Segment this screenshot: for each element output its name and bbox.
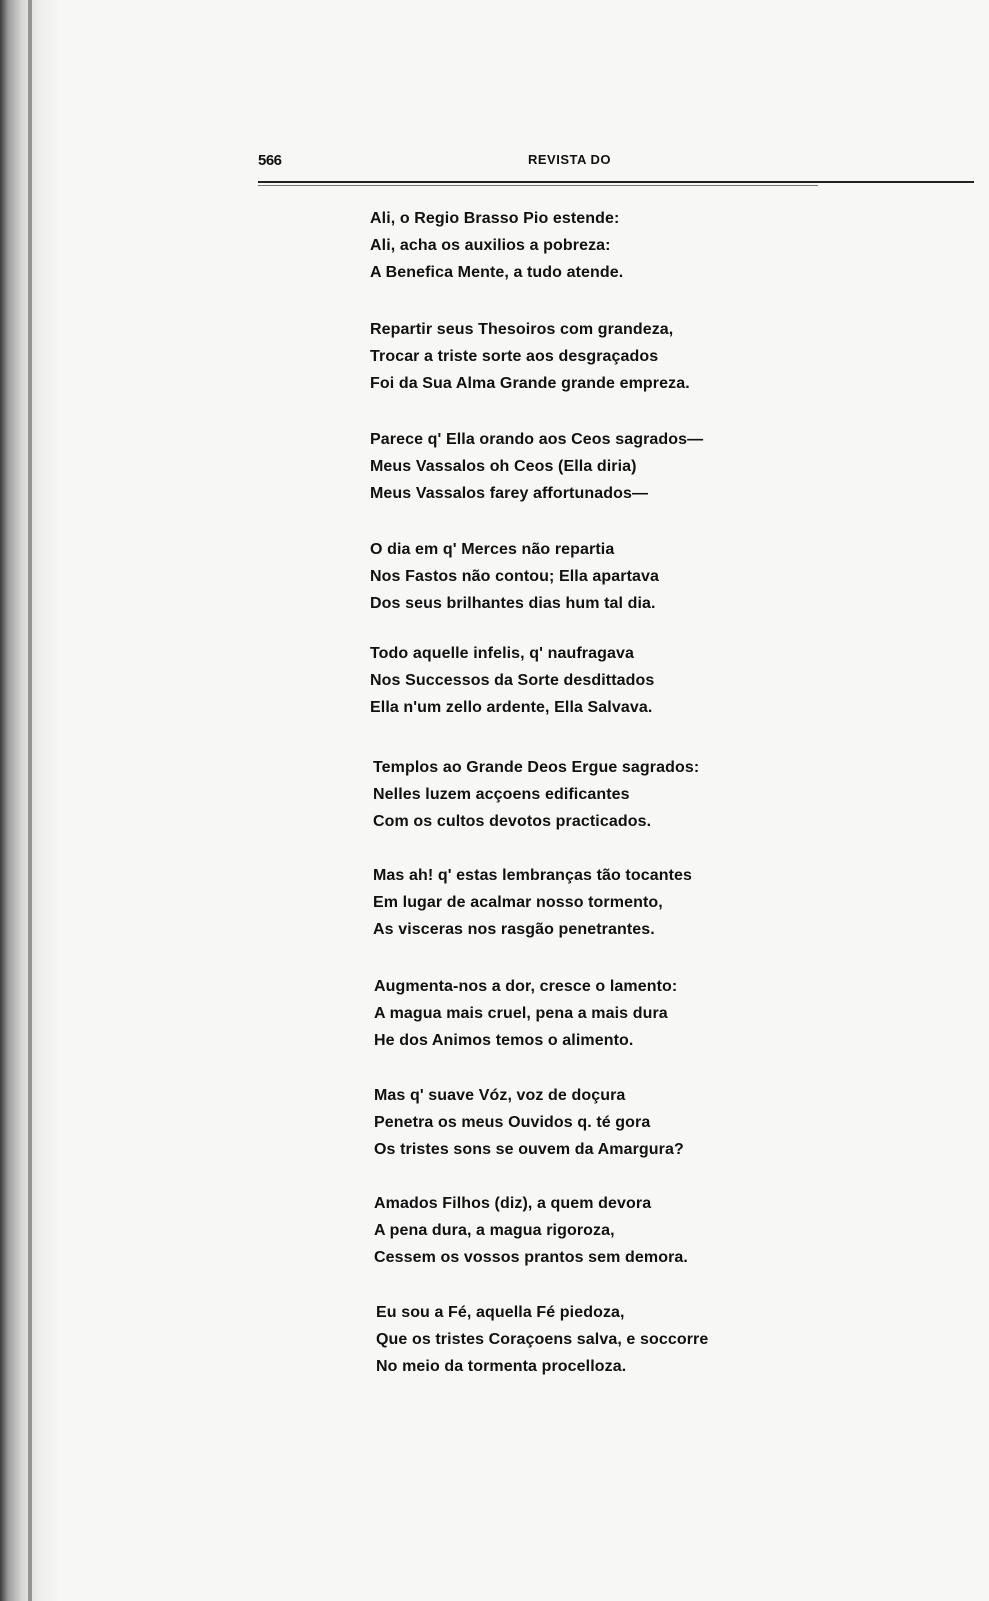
- verse-line: Cessem os vossos prantos sem demora.: [374, 1249, 688, 1266]
- verse-line: Penetra os meus Ouvidos q. té gora: [374, 1114, 651, 1131]
- verse-line: Nos Successos da Sorte desdittados: [370, 672, 655, 689]
- verse-line: Meus Vassalos farey affortunados—: [370, 485, 649, 502]
- stanza-8: [374, 973, 814, 1054]
- verse-line: Que os tristes Coraçoens salva, e soccorre: [376, 1331, 709, 1348]
- verse-line: A pena dura, a magua rigoroza,: [374, 1222, 615, 1239]
- verse-line: Nelles luzem acçoens edificantes: [373, 786, 630, 803]
- verse-line: Ali, acha os auxilios a pobreza:: [370, 237, 611, 254]
- verse-line: Dos seus brilhantes dias hum tal dia.: [370, 595, 656, 612]
- stanza-10: [374, 1190, 814, 1271]
- running-head: REVISTA DO: [528, 152, 612, 167]
- stanza-2: [370, 316, 810, 397]
- verse-line: Repartir seus Thesoiros com grandeza,: [370, 321, 674, 338]
- stanza-9: [374, 1082, 814, 1163]
- page-number: 566: [258, 152, 282, 169]
- verse-line: As visceras nos rasgão penetrantes.: [373, 921, 655, 938]
- verse-line: O dia em q' Merces não repartia: [370, 541, 615, 558]
- verse-line: Mas ah! q' estas lembranças tão tocantes: [373, 867, 693, 884]
- binding-edge: [28, 0, 32, 1601]
- verse-line: A magua mais cruel, pena a mais dura: [374, 1005, 668, 1022]
- stanza-11: [376, 1299, 816, 1380]
- stanza-5: [370, 640, 810, 721]
- verse-line: Trocar a triste sorte aos desgraçados: [370, 348, 659, 365]
- verse-line: Eu sou a Fé, aquella Fé piedoza,: [376, 1304, 625, 1321]
- stanza-1: [370, 205, 810, 286]
- stanza-7: [373, 862, 813, 943]
- page-header: [258, 152, 974, 180]
- verse-line: Ali, o Regio Brasso Pio estende:: [370, 210, 620, 227]
- verse-line: Todo aquelle infelis, q' naufragava: [370, 645, 634, 662]
- verse-line: Parece q' Ella orando aos Ceos sagrados—: [370, 431, 704, 448]
- verse-line: Amados Filhos (diz), a quem devora: [374, 1195, 652, 1212]
- verse-line: Meus Vassalos oh Ceos (Ella diria): [370, 458, 637, 475]
- verse-line: He dos Animos temos o alimento.: [374, 1032, 634, 1049]
- header-rule-secondary: [258, 185, 818, 186]
- verse-line: Foi da Sua Alma Grande grande empreza.: [370, 375, 690, 392]
- verse-line: Mas q' suave Vóz, voz de doçura: [374, 1087, 626, 1104]
- verse-line: Os tristes sons se ouvem da Amargura?: [374, 1141, 684, 1158]
- verse-line: Templos ao Grande Deos Ergue sagrados:: [373, 759, 700, 776]
- verse-line: No meio da tormenta procelloza.: [376, 1358, 627, 1375]
- stanza-6: [373, 754, 813, 835]
- stanza-3: [370, 426, 810, 507]
- verse-line: Nos Fastos não contou; Ella apartava: [370, 568, 659, 585]
- verse-line: Augmenta-nos a dor, cresce o lamento:: [374, 978, 678, 995]
- verse-line: A Benefica Mente, a tudo atende.: [370, 264, 624, 281]
- stanza-4: [370, 536, 810, 617]
- verse-line: Com os cultos devotos practicados.: [373, 813, 652, 830]
- verse-line: Em lugar de acalmar nosso tormento,: [373, 894, 663, 911]
- verse-line: Ella n'um zello ardente, Ella Salvava.: [370, 699, 653, 716]
- header-rule: [258, 181, 974, 183]
